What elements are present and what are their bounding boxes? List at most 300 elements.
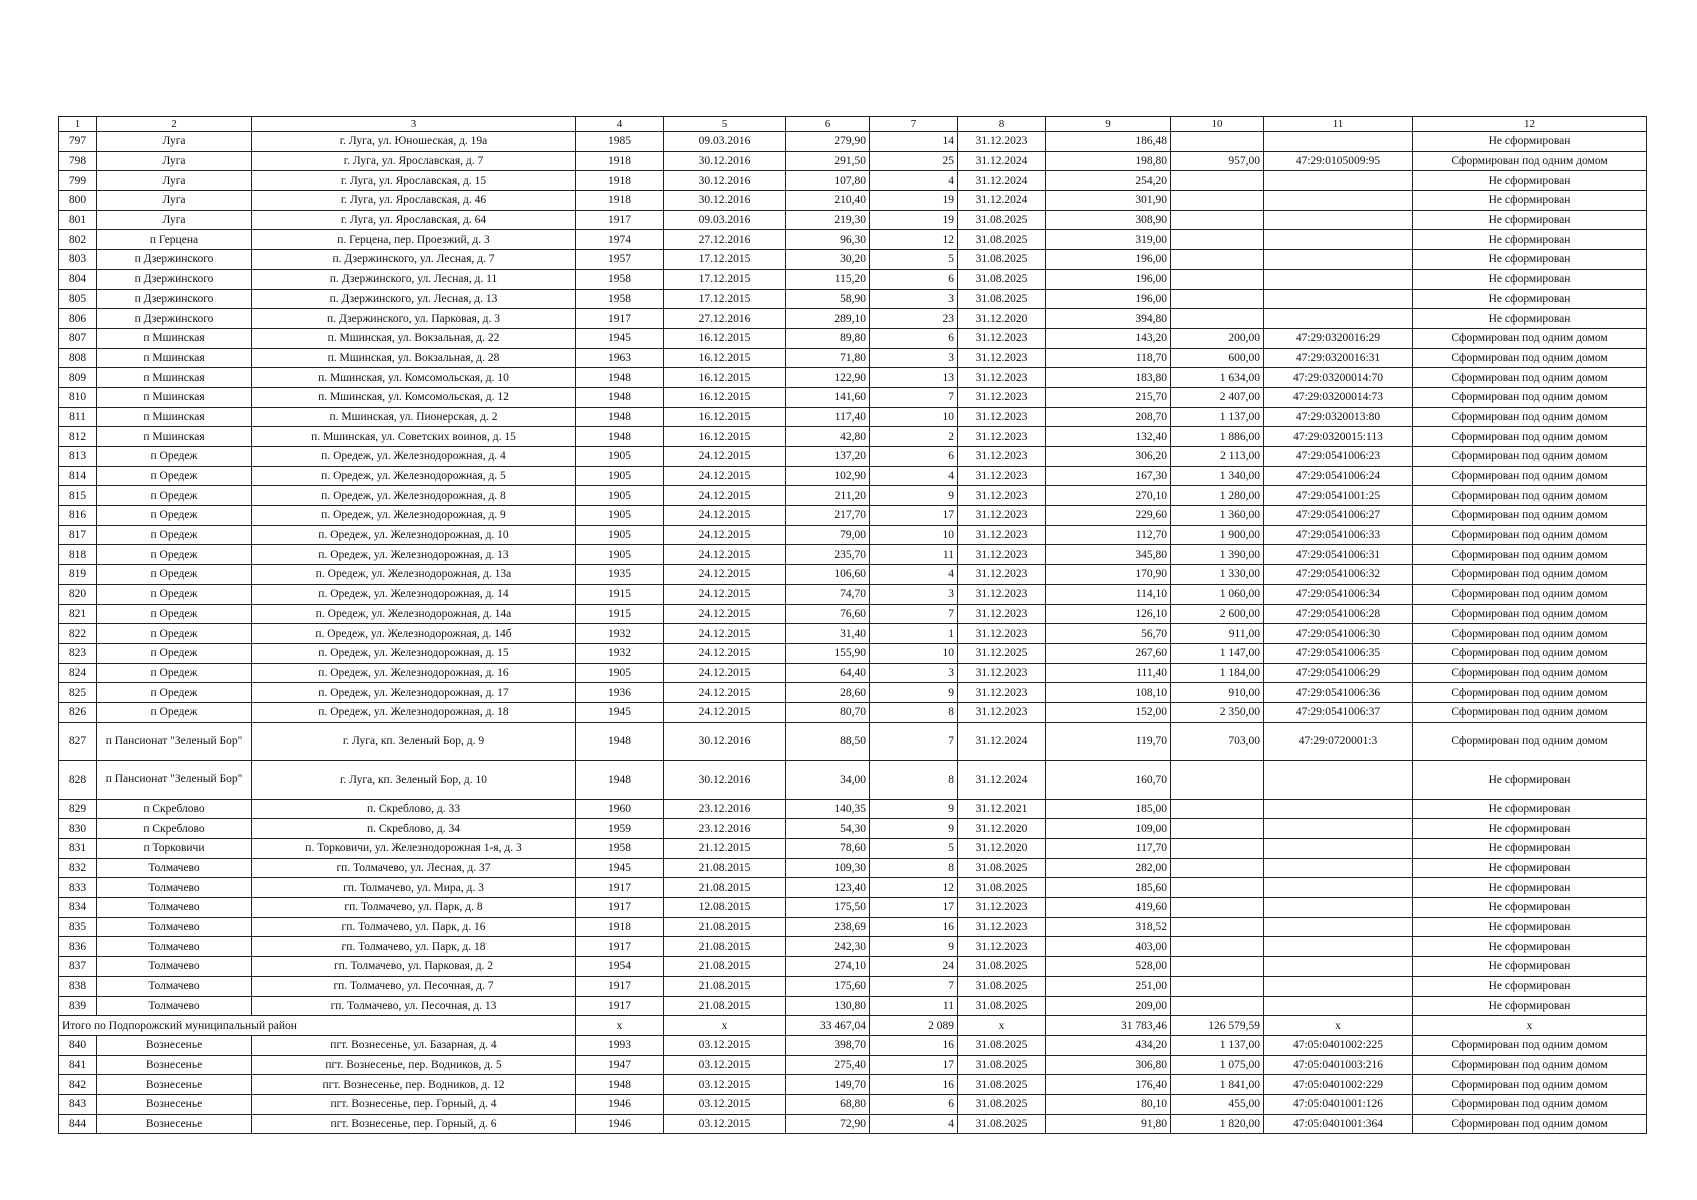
- cell-area-total: 186,48: [1046, 132, 1171, 152]
- cell-row-number: 803: [59, 250, 97, 270]
- cell-deadline: 31.12.2023: [958, 565, 1046, 585]
- cell-address: п. Дзержинского, ул. Лесная, д. 13: [252, 289, 576, 309]
- cell-land-area: [1171, 996, 1264, 1016]
- cell-land-status: Сформирован под одним домом: [1413, 722, 1647, 761]
- cell-land-status: Сформирован под одним домом: [1413, 447, 1647, 467]
- table-row: [59, 309, 1647, 329]
- cell-area: 210,40: [786, 191, 870, 211]
- cell-cadastral-number: 47:29:0320016:31: [1264, 348, 1413, 368]
- cell-deadline: 31.12.2023: [958, 447, 1046, 467]
- cell-area: 137,20: [786, 447, 870, 467]
- cell-settlement: п Торковичи: [97, 839, 252, 859]
- cell-row-number: 836: [59, 937, 97, 957]
- cell-land-area: 200,00: [1171, 328, 1264, 348]
- cell-land-status: Сформирован под одним домом: [1413, 1114, 1647, 1134]
- cell-address: гп. Толмачево, ул. Парковая, д. 2: [252, 957, 576, 977]
- cell-land-status: Не сформирован: [1413, 289, 1647, 309]
- cell-build-year: 1905: [576, 663, 664, 683]
- cell-land-status: Сформирован под одним домом: [1413, 624, 1647, 644]
- cell-land-area: 910,00: [1171, 683, 1264, 703]
- cell-date: 24.12.2015: [664, 683, 786, 703]
- cell-date: 24.12.2015: [664, 447, 786, 467]
- cell-address: гп. Толмачево, ул. Мира, д. 3: [252, 878, 576, 898]
- cell-cadastral-number: 47:29:0541006:30: [1264, 624, 1413, 644]
- cell-row-number: 825: [59, 683, 97, 703]
- cell-area-total: 91,80: [1046, 1114, 1171, 1134]
- cell-date: 24.12.2015: [664, 486, 786, 506]
- cell-land-status: Не сформирован: [1413, 878, 1647, 898]
- cell-settlement: п Оредеж: [97, 604, 252, 624]
- cell-area: 235,70: [786, 545, 870, 565]
- cell-address: пгт. Вознесенье, пер. Горный, д. 4: [252, 1094, 576, 1114]
- cell-cadastral-number: 47:05:0401001:126: [1264, 1094, 1413, 1114]
- cell-area: 155,90: [786, 643, 870, 663]
- cell-area: 31,40: [786, 624, 870, 644]
- cell-row-number: 814: [59, 466, 97, 486]
- cell-deadline: 31.08.2025: [958, 289, 1046, 309]
- cell-deadline: 31.12.2023: [958, 937, 1046, 957]
- cell-residents: 11: [870, 545, 958, 565]
- cell-cadastral-number: 47:29:0720001:3: [1264, 722, 1413, 761]
- cell-settlement: п Оредеж: [97, 683, 252, 703]
- cell-land-status: Не сформирован: [1413, 819, 1647, 839]
- cell-residents: 10: [870, 407, 958, 427]
- cell-row-number: 818: [59, 545, 97, 565]
- cell-deadline: 31.12.2023: [958, 132, 1046, 152]
- cell-address: г. Луга, кп. Зеленый Бор, д. 9: [252, 722, 576, 761]
- column-header: 11: [1264, 117, 1413, 132]
- cell-cadastral-number: [1264, 289, 1413, 309]
- cell-deadline: 31.08.2025: [958, 957, 1046, 977]
- table-row: [59, 525, 1647, 545]
- cell-row-number: 807: [59, 328, 97, 348]
- cell-land-status: Сформирован под одним домом: [1413, 1094, 1647, 1114]
- cell-land-status: Не сформирован: [1413, 976, 1647, 996]
- cell-row-number: 817: [59, 525, 97, 545]
- cell-settlement: п Оредеж: [97, 643, 252, 663]
- cell-cadastral-number: 47:29:03200014:70: [1264, 368, 1413, 388]
- cell-residents: 6: [870, 447, 958, 467]
- cell-residents: 5: [870, 839, 958, 859]
- cell-address: пгт. Вознесенье, пер. Водников, д. 12: [252, 1075, 576, 1095]
- cell-build-year: 1935: [576, 565, 664, 585]
- cell-area-total: 152,00: [1046, 702, 1171, 722]
- column-header: 6: [786, 117, 870, 132]
- cell-address: п. Мшинская, ул. Пионерская, д. 2: [252, 407, 576, 427]
- cell-row-number: 822: [59, 624, 97, 644]
- cell-residents: 16: [870, 917, 958, 937]
- table-row: [59, 151, 1647, 171]
- cell-cadastral-number: [1264, 309, 1413, 329]
- cell-area-total: 183,80: [1046, 368, 1171, 388]
- cell-cadastral-number: 47:29:0541006:32: [1264, 565, 1413, 585]
- cell-address: п. Оредеж, ул. Железнодорожная, д. 14б: [252, 624, 576, 644]
- cell-settlement: Толмачево: [97, 996, 252, 1016]
- cell-build-year: 1905: [576, 506, 664, 526]
- cell-address: п. Оредеж, ул. Железнодорожная, д. 4: [252, 447, 576, 467]
- cell-land-area: [1171, 269, 1264, 289]
- table-row: [59, 171, 1647, 191]
- cell-settlement: п Дзержинского: [97, 269, 252, 289]
- cell-deadline: 31.12.2023: [958, 328, 1046, 348]
- cell-settlement: п Оредеж: [97, 506, 252, 526]
- cell-date: 24.12.2015: [664, 663, 786, 683]
- cell-area: 42,80: [786, 427, 870, 447]
- cell-cadastral-number: [1264, 191, 1413, 211]
- table-row: [59, 269, 1647, 289]
- column-header: 2: [97, 117, 252, 132]
- cell-area-total: 56,70: [1046, 624, 1171, 644]
- cell-row-number: 844: [59, 1114, 97, 1134]
- cell-residents: 8: [870, 858, 958, 878]
- cell-land-status: Сформирован под одним домом: [1413, 525, 1647, 545]
- cell-land-area: 1 634,00: [1171, 368, 1264, 388]
- cell-address: п. Оредеж, ул. Железнодорожная, д. 13: [252, 545, 576, 565]
- cell-address: п. Оредеж, ул. Железнодорожная, д. 14а: [252, 604, 576, 624]
- cell-residents: 14: [870, 132, 958, 152]
- column-header: 9: [1046, 117, 1171, 132]
- cell-date: 03.12.2015: [664, 1075, 786, 1095]
- cell-cadastral-number: [1264, 819, 1413, 839]
- cell-area-total: 196,00: [1046, 250, 1171, 270]
- cell-settlement: Вознесенье: [97, 1055, 252, 1075]
- cell-cadastral-number: 47:05:0401001:364: [1264, 1114, 1413, 1134]
- table-row: [59, 1055, 1647, 1075]
- cell-date: 30.12.2016: [664, 722, 786, 761]
- column-header: 8: [958, 117, 1046, 132]
- cell-cadastral-number: [1264, 937, 1413, 957]
- cell-land-status: Не сформирован: [1413, 799, 1647, 819]
- cell-residents: 2: [870, 427, 958, 447]
- cell-cadastral-number: 47:05:0401003:216: [1264, 1055, 1413, 1075]
- cell-date: 03.12.2015: [664, 1055, 786, 1075]
- table-row: [59, 289, 1647, 309]
- cell-address: п. Оредеж, ул. Железнодорожная, д. 13а: [252, 565, 576, 585]
- table-row: [59, 447, 1647, 467]
- column-header-row: [59, 117, 1647, 132]
- table-row: [59, 799, 1647, 819]
- cell-land-area: [1171, 819, 1264, 839]
- cell-date: 16.12.2015: [664, 348, 786, 368]
- cell-cadastral-number: 47:29:0541006:24: [1264, 466, 1413, 486]
- cell-land-area: 1 820,00: [1171, 1114, 1264, 1134]
- table-row: [59, 683, 1647, 703]
- cell-settlement: п Пансионат "Зеленый Бор": [97, 761, 252, 800]
- cell-area-total: 108,10: [1046, 683, 1171, 703]
- cell-date: 21.08.2015: [664, 976, 786, 996]
- cell-row-number: 798: [59, 151, 97, 171]
- cell-area-total: 434,20: [1046, 1035, 1171, 1055]
- cell-address: пгт. Вознесенье, пер. Водников, д. 5: [252, 1055, 576, 1075]
- cell-area: 117,40: [786, 407, 870, 427]
- cell-address: гп. Толмачево, ул. Лесная, д. 37: [252, 858, 576, 878]
- table-row: [59, 328, 1647, 348]
- cell-row-number: 805: [59, 289, 97, 309]
- cell-deadline: 31.08.2025: [958, 250, 1046, 270]
- table-row: [59, 230, 1647, 250]
- cell-address: п. Дзержинского, ул. Лесная, д. 11: [252, 269, 576, 289]
- cell-area: 68,80: [786, 1094, 870, 1114]
- cell-row-number: 806: [59, 309, 97, 329]
- cell-cadastral-number: [1264, 917, 1413, 937]
- table-row: [59, 663, 1647, 683]
- cell-land-status: Не сформирован: [1413, 210, 1647, 230]
- cell-date: 24.12.2015: [664, 624, 786, 644]
- cell-cadastral-number: 47:29:0541006:37: [1264, 702, 1413, 722]
- cell-area-total: 251,00: [1046, 976, 1171, 996]
- cell-area-total: 109,00: [1046, 819, 1171, 839]
- cell-land-status: Сформирован под одним домом: [1413, 604, 1647, 624]
- cell-settlement: Вознесенье: [97, 1035, 252, 1055]
- cell-area-total: 126,10: [1046, 604, 1171, 624]
- cell-cadastral-number: [1264, 858, 1413, 878]
- cell-build-year: 1915: [576, 604, 664, 624]
- cell-settlement: Толмачево: [97, 976, 252, 996]
- cell-residents: 13: [870, 368, 958, 388]
- cell-area-total: 301,90: [1046, 191, 1171, 211]
- cell-area-total: 167,30: [1046, 466, 1171, 486]
- cell-settlement: п Мшинская: [97, 348, 252, 368]
- cell-residents: 8: [870, 702, 958, 722]
- cell-address: п. Торковичи, ул. Железнодорожная 1-я, д. 3: [252, 839, 576, 859]
- cell-build-year: 1948: [576, 387, 664, 407]
- cell-cadastral-number: 47:29:0541006:36: [1264, 683, 1413, 703]
- cell-row-number: 815: [59, 486, 97, 506]
- cell-settlement: Толмачево: [97, 858, 252, 878]
- cell-residents: 3: [870, 348, 958, 368]
- cell-deadline: 31.12.2023: [958, 584, 1046, 604]
- cell-deadline: 31.12.2020: [958, 839, 1046, 859]
- cell-build-year: 1945: [576, 702, 664, 722]
- cell-cadastral-number: 47:29:0541006:23: [1264, 447, 1413, 467]
- subtotal-label: Итого по Подпорожский муниципальный район: [59, 1016, 576, 1036]
- cell-residents: 17: [870, 1055, 958, 1075]
- cell-deadline: 31.08.2025: [958, 996, 1046, 1016]
- cell-address: г. Луга, ул. Ярославская, д. 15: [252, 171, 576, 191]
- cell-date: 30.12.2016: [664, 761, 786, 800]
- cell-cadastral-number: 47:29:03200014:73: [1264, 387, 1413, 407]
- table-row: [59, 937, 1647, 957]
- cell-area-total: 196,00: [1046, 289, 1171, 309]
- cell-build-year: 1974: [576, 230, 664, 250]
- cell-area-total: 306,20: [1046, 447, 1171, 467]
- cell-residents: 17: [870, 898, 958, 918]
- cell-area: 96,30: [786, 230, 870, 250]
- cell-date: 24.12.2015: [664, 525, 786, 545]
- table-row: [59, 427, 1647, 447]
- cell-area: 78,60: [786, 839, 870, 859]
- cell-land-area: [1171, 761, 1264, 800]
- cell-land-status: Сформирован под одним домом: [1413, 506, 1647, 526]
- cell-area: 58,90: [786, 289, 870, 309]
- cell-build-year: 1905: [576, 447, 664, 467]
- cell-residents: 3: [870, 663, 958, 683]
- cell-deadline: 31.12.2023: [958, 683, 1046, 703]
- table-row: [59, 584, 1647, 604]
- cell-address: п. Оредеж, ул. Железнодорожная, д. 18: [252, 702, 576, 722]
- cell-build-year: 1958: [576, 289, 664, 309]
- cell-area: 102,90: [786, 466, 870, 486]
- cell-address: г. Луга, ул. Юношеская, д. 19а: [252, 132, 576, 152]
- cell-cadastral-number: [1264, 210, 1413, 230]
- cell-build-year: 1948: [576, 1075, 664, 1095]
- cell-land-area: 1 184,00: [1171, 663, 1264, 683]
- cell-land-area: [1171, 858, 1264, 878]
- cell-land-area: 600,00: [1171, 348, 1264, 368]
- cell-area: 141,60: [786, 387, 870, 407]
- cell-deadline: 31.08.2025: [958, 1055, 1046, 1075]
- cell-date: 30.12.2016: [664, 151, 786, 171]
- table-row: [59, 387, 1647, 407]
- cell-area: 64,40: [786, 663, 870, 683]
- cell-area-total: 170,90: [1046, 565, 1171, 585]
- cell-area-total: 209,00: [1046, 996, 1171, 1016]
- cell-build-year: 1993: [576, 1035, 664, 1055]
- cell-date: 30.12.2016: [664, 191, 786, 211]
- cell-land-area: [1171, 230, 1264, 250]
- cell-cadastral-number: 47:29:0541006:27: [1264, 506, 1413, 526]
- cell-date: 09.03.2016: [664, 210, 786, 230]
- cell-row-number: 821: [59, 604, 97, 624]
- column-header: 4: [576, 117, 664, 132]
- cell-row-number: 800: [59, 191, 97, 211]
- cell-area-total: 318,52: [1046, 917, 1171, 937]
- cell-land-status: Сформирован под одним домом: [1413, 1055, 1647, 1075]
- table-row: [59, 604, 1647, 624]
- cell-settlement: п Дзержинского: [97, 289, 252, 309]
- cell-deadline: 31.12.2023: [958, 624, 1046, 644]
- cell-date: 21.08.2015: [664, 996, 786, 1016]
- cell-cadastral-number: 47:05:0401002:225: [1264, 1035, 1413, 1055]
- cell-area-total: 528,00: [1046, 957, 1171, 977]
- cell-area-total: 306,80: [1046, 1055, 1171, 1075]
- subtotal-row: [59, 1016, 1647, 1036]
- cell-address: г. Луга, ул. Ярославская, д. 7: [252, 151, 576, 171]
- cell-deadline: 31.12.2025: [958, 643, 1046, 663]
- cell-row-number: 820: [59, 584, 97, 604]
- housing-register-table: [58, 116, 1647, 1134]
- cell-address: п. Оредеж, ул. Железнодорожная, д. 8: [252, 486, 576, 506]
- cell-row-number: 811: [59, 407, 97, 427]
- column-header: 12: [1413, 117, 1647, 132]
- cell-land-status: Не сформирован: [1413, 917, 1647, 937]
- cell-cadastral-number: [1264, 878, 1413, 898]
- cell-build-year: 1932: [576, 624, 664, 644]
- cell-residents: 16: [870, 1075, 958, 1095]
- cell-address: п. Скреблово, д. 33: [252, 799, 576, 819]
- cell-cadastral-number: [1264, 839, 1413, 859]
- subtotal-cell: x: [576, 1016, 664, 1036]
- cell-date: 24.12.2015: [664, 545, 786, 565]
- cell-build-year: 1958: [576, 269, 664, 289]
- cell-area: 275,40: [786, 1055, 870, 1075]
- cell-land-area: [1171, 976, 1264, 996]
- cell-residents: 17: [870, 506, 958, 526]
- cell-residents: 7: [870, 387, 958, 407]
- cell-area-total: 319,00: [1046, 230, 1171, 250]
- cell-land-area: 1 841,00: [1171, 1075, 1264, 1095]
- cell-area: 79,00: [786, 525, 870, 545]
- subtotal-cell: 126 579,59: [1171, 1016, 1264, 1036]
- cell-land-area: 1 280,00: [1171, 486, 1264, 506]
- cell-row-number: 816: [59, 506, 97, 526]
- cell-deadline: 31.08.2025: [958, 878, 1046, 898]
- cell-row-number: 843: [59, 1094, 97, 1114]
- table-row: [59, 722, 1647, 761]
- cell-residents: 8: [870, 761, 958, 800]
- cell-date: 30.12.2016: [664, 171, 786, 191]
- cell-settlement: п Скреблово: [97, 819, 252, 839]
- cell-address: п. Оредеж, ул. Железнодорожная, д. 17: [252, 683, 576, 703]
- cell-residents: 6: [870, 269, 958, 289]
- cell-date: 21.08.2015: [664, 917, 786, 937]
- cell-date: 27.12.2016: [664, 309, 786, 329]
- cell-area: 219,30: [786, 210, 870, 230]
- cell-deadline: 31.12.2024: [958, 761, 1046, 800]
- cell-settlement: Толмачево: [97, 878, 252, 898]
- cell-cadastral-number: [1264, 761, 1413, 800]
- table-row: [59, 210, 1647, 230]
- column-header: 3: [252, 117, 576, 132]
- cell-settlement: п Оредеж: [97, 584, 252, 604]
- cell-land-area: [1171, 132, 1264, 152]
- cell-address: п. Оредеж, ул. Железнодорожная, д. 16: [252, 663, 576, 683]
- cell-address: гп. Толмачево, ул. Песочная, д. 13: [252, 996, 576, 1016]
- cell-residents: 3: [870, 584, 958, 604]
- cell-cadastral-number: 47:29:0320013:80: [1264, 407, 1413, 427]
- cell-land-status: Не сформирован: [1413, 269, 1647, 289]
- cell-land-status: Сформирован под одним домом: [1413, 427, 1647, 447]
- cell-address: п. Оредеж, ул. Железнодорожная, д. 10: [252, 525, 576, 545]
- cell-area-total: 143,20: [1046, 328, 1171, 348]
- cell-residents: 25: [870, 151, 958, 171]
- cell-address: пгт. Вознесенье, пер. Горный, д. 6: [252, 1114, 576, 1134]
- cell-area: 107,80: [786, 171, 870, 191]
- cell-deadline: 31.12.2024: [958, 722, 1046, 761]
- cell-settlement: п Мшинская: [97, 427, 252, 447]
- cell-deadline: 31.12.2023: [958, 702, 1046, 722]
- cell-row-number: 824: [59, 663, 97, 683]
- cell-date: 24.12.2015: [664, 466, 786, 486]
- cell-build-year: 1945: [576, 858, 664, 878]
- cell-area-total: 282,00: [1046, 858, 1171, 878]
- cell-row-number: 832: [59, 858, 97, 878]
- cell-deadline: 31.12.2023: [958, 506, 1046, 526]
- cell-build-year: 1954: [576, 957, 664, 977]
- cell-date: 09.03.2016: [664, 132, 786, 152]
- cell-settlement: Вознесенье: [97, 1114, 252, 1134]
- cell-residents: 19: [870, 191, 958, 211]
- cell-cadastral-number: [1264, 799, 1413, 819]
- cell-deadline: 31.12.2024: [958, 191, 1046, 211]
- cell-land-status: Сформирован под одним домом: [1413, 368, 1647, 388]
- cell-build-year: 1932: [576, 643, 664, 663]
- cell-area-total: 403,00: [1046, 937, 1171, 957]
- cell-residents: 4: [870, 466, 958, 486]
- cell-date: 21.08.2015: [664, 858, 786, 878]
- cell-settlement: п Оредеж: [97, 702, 252, 722]
- cell-deadline: 31.12.2023: [958, 545, 1046, 565]
- cell-deadline: 31.08.2025: [958, 976, 1046, 996]
- cell-deadline: 31.12.2023: [958, 917, 1046, 937]
- cell-cadastral-number: [1264, 171, 1413, 191]
- cell-deadline: 31.12.2024: [958, 151, 1046, 171]
- cell-address: п. Мшинская, ул. Вокзальная, д. 22: [252, 328, 576, 348]
- cell-area-total: 198,80: [1046, 151, 1171, 171]
- table-row: [59, 506, 1647, 526]
- cell-build-year: 1957: [576, 250, 664, 270]
- cell-land-area: 2 407,00: [1171, 387, 1264, 407]
